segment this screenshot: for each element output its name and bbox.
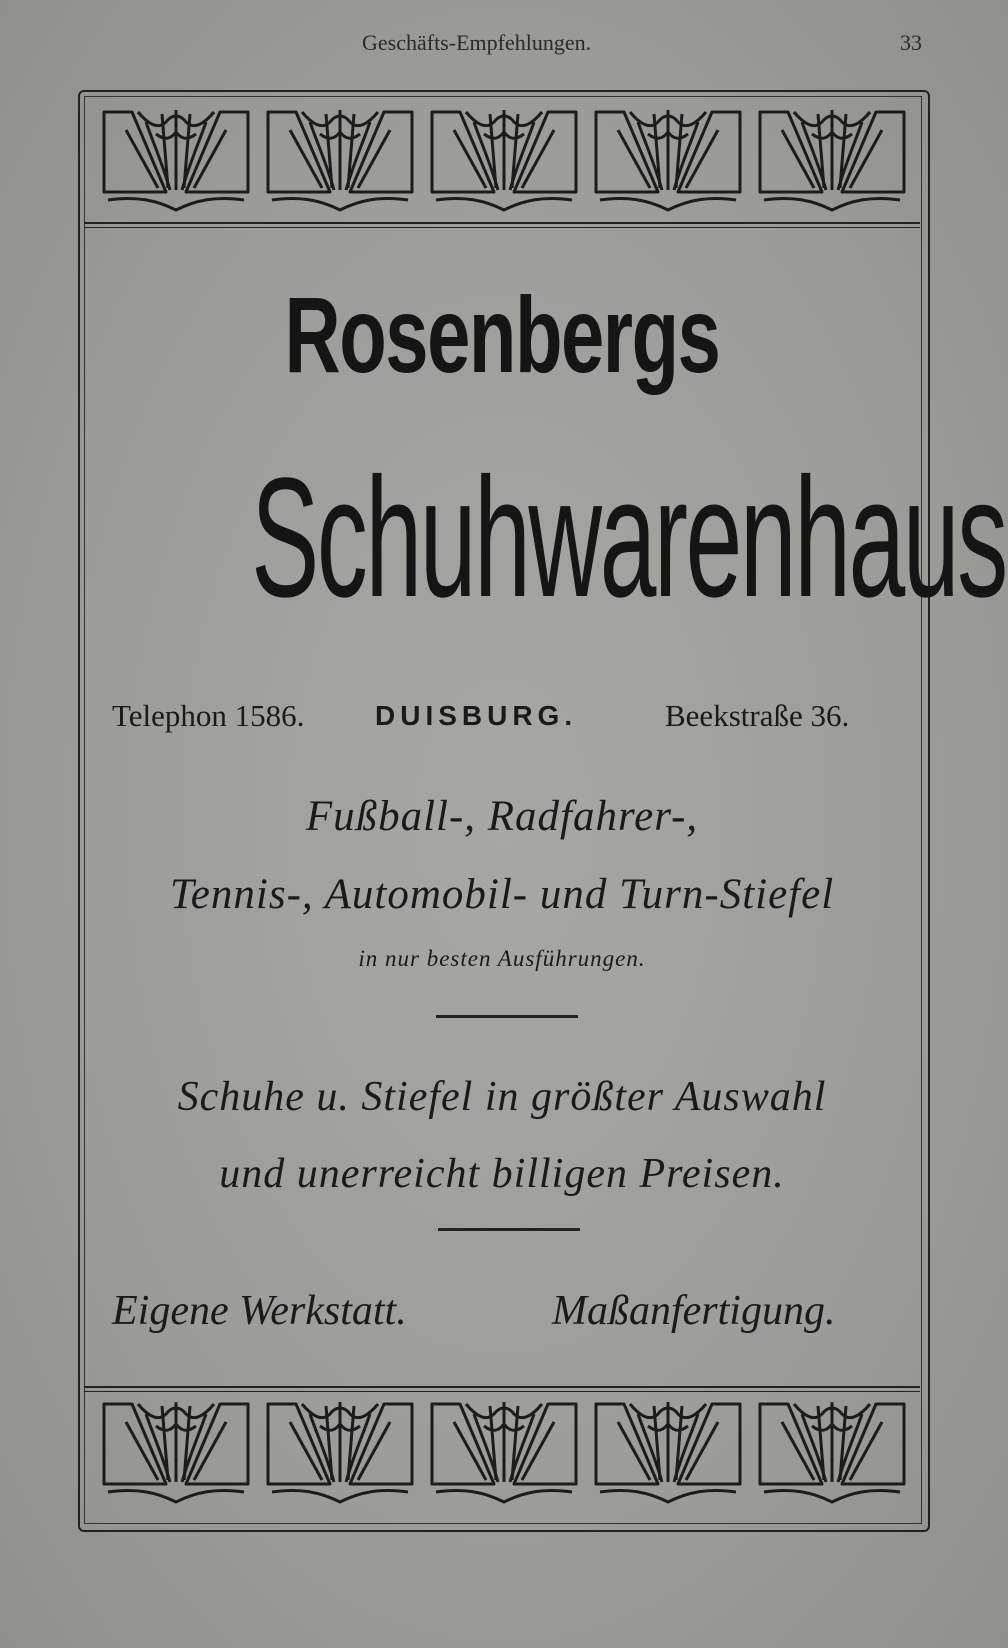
services-line (112, 1287, 912, 1337)
phone-number: Telephon 1586. (112, 698, 305, 733)
ornament-rule-top (84, 222, 920, 228)
quality-note: in nur besten Ausführungen. (358, 946, 646, 971)
shop-name-line-2: Schuhwarenhaus (251, 443, 1006, 633)
fan-ornament-icon (268, 110, 412, 210)
street-address: Beekstraße 36. (665, 698, 850, 733)
ornament-band-top (92, 100, 912, 220)
fan-ornament-icon (596, 110, 740, 210)
fan-ornament-icon (268, 1402, 412, 1502)
shop-name-line-1: Rosenbergs (284, 274, 720, 395)
fan-ornament-icon (760, 1402, 904, 1502)
fan-ornament-icon (104, 110, 248, 210)
products-line-1: Fußball-, Radfahrer-, (305, 793, 699, 840)
selection-line-2: und unerreicht billigen Preisen. (219, 1151, 785, 1197)
page-number: 33 (900, 30, 922, 55)
city-name: DUISBURG. (375, 700, 578, 731)
fan-ornament-icon (760, 110, 904, 210)
fan-ornament-icon (104, 1402, 248, 1502)
fan-ornament-icon (432, 1402, 576, 1502)
ornament-band-bottom (92, 1392, 912, 1512)
running-head (0, 30, 1008, 60)
custom-made-text: Maßanfertigung. (552, 1288, 836, 1334)
running-title: Geschäfts-Empfehlungen. (362, 30, 592, 55)
selection-line-1: Schuhe u. Stiefel in größter Auswahl (177, 1074, 827, 1120)
workshop-text: Eigene Werkstatt. (112, 1288, 407, 1334)
products-line-2: Tennis-, Automobil- und Turn-Stiefel (169, 871, 835, 918)
fan-ornament-icon (596, 1402, 740, 1502)
fan-ornament-icon (432, 110, 576, 210)
divider-rule-2 (438, 1228, 580, 1231)
divider-rule-1 (436, 1015, 578, 1018)
contact-line (112, 698, 892, 734)
